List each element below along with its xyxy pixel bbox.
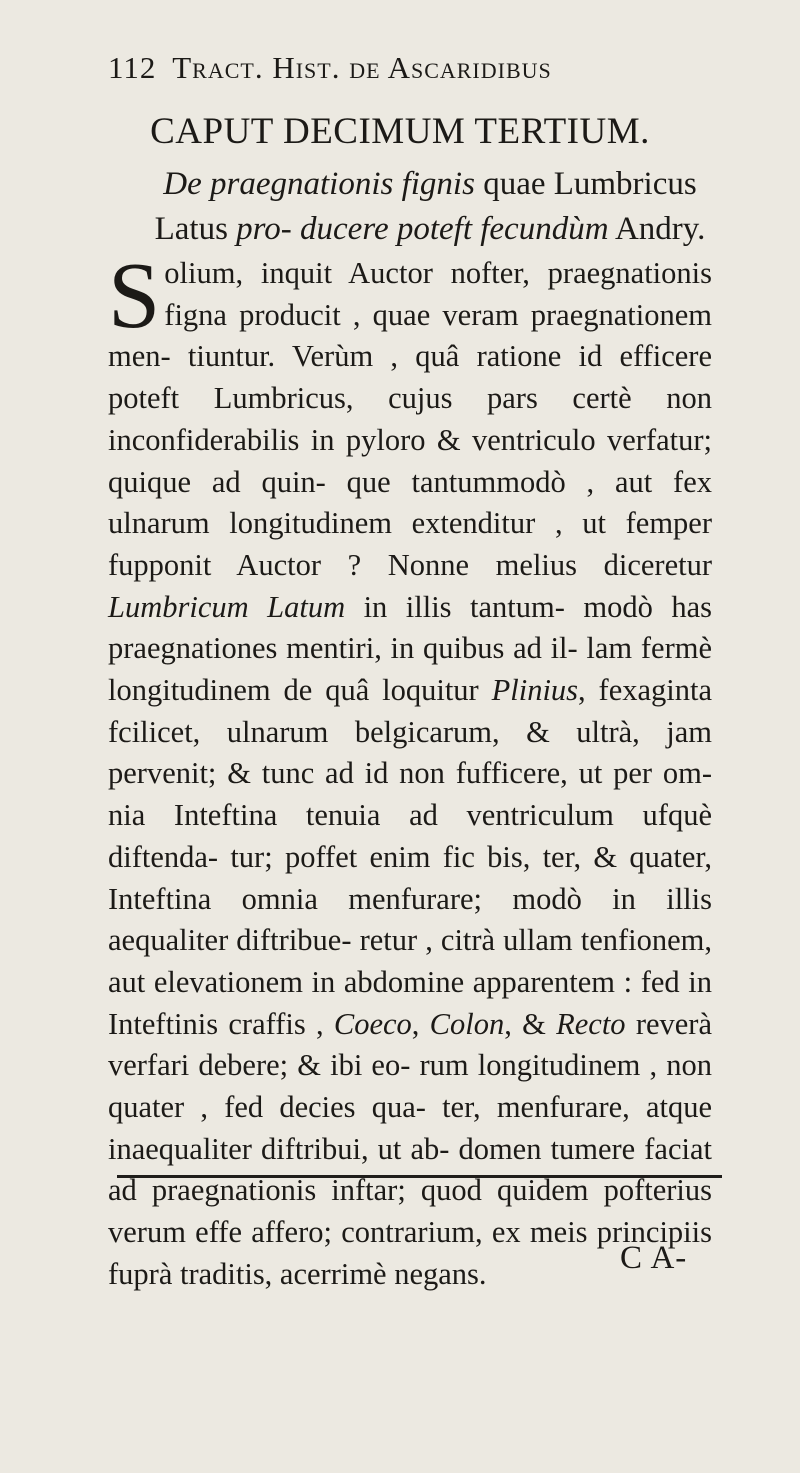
subtitle-italic-1: De praegnationis fignis xyxy=(163,166,475,202)
subtitle-roman-1: quae Lumbricus Latus xyxy=(154,166,697,247)
body-italic-2: Plinius xyxy=(491,673,579,708)
body-italic-4: Colon xyxy=(429,1006,505,1041)
body-segment-4: , xyxy=(411,1006,430,1041)
running-title: Tract. Hist. de Ascaridibus xyxy=(172,50,552,85)
drop-capital: S xyxy=(108,244,161,348)
chapter-subtitle xyxy=(150,162,710,252)
subtitle-italic-2: pro- ducere poteft fecundùm xyxy=(236,211,609,247)
body-paragraph xyxy=(108,244,713,1296)
catchword: C A- xyxy=(620,1240,688,1276)
body-segment-5: , & xyxy=(504,1006,557,1041)
body-italic-3: Coeco xyxy=(333,1006,412,1041)
divider-rule xyxy=(117,1175,722,1178)
page-number: 112 xyxy=(108,50,157,85)
subtitle-roman-2: Andry. xyxy=(608,211,706,247)
chapter-title: CAPUT DECIMUM TERTIUM. xyxy=(150,111,650,152)
body-segment-2: in illis tantum- modò has praegnationes mentiri, in quibus ad il- lam fermè longitudinem de quâ loquitur xyxy=(108,589,712,708)
body-segment-6: reverà verfari debere; & ibi eo- rum longitudinem , non quater , fed decies qua- ter, menfurare, atque inaequaliter diftribui, ut ab- domen tumere faciat ad praegnationis inftar; quod quidem pofterius verum effe affero; contrarium, ex meis principiis fuprà traditis, acerrimè negans. xyxy=(108,1006,712,1291)
body-segment-1: olium, inquit Auctor nofter, praegnationis figna producit , quae veram praegnationem men- tiuntur. Verùm , quâ ratione id efficere poteft Lumbricus, cujus pars certè non inconfiderabilis in pyloro & ventriculo verfatur; quique ad quin- que tantummodò , aut fex ulnarum longitudinem extenditur , ut femper fupponit Auctor ? Nonne melius diceretur xyxy=(108,256,712,582)
body-italic-1: Lumbricum Latum xyxy=(108,589,346,624)
body-italic-5: Recto xyxy=(556,1006,626,1041)
running-head xyxy=(108,50,708,86)
body-segment-3: , fexaginta fcilicet, ulnarum belgicarum, & ultrà, jam pervenit; & tunc ad id non fufficere, ut per om- nia Inteftina tenuia ad ventriculum ufquè diftenda- tur; poffet enim fic bis, ter, & quater, Inteftina omnia menfurare; modò in illis aequaliter diftribue- retur , citrà ullam tenfionem, aut elevationem in abdomine apparentem : fed in Inteftinis craffis , xyxy=(108,673,713,1041)
